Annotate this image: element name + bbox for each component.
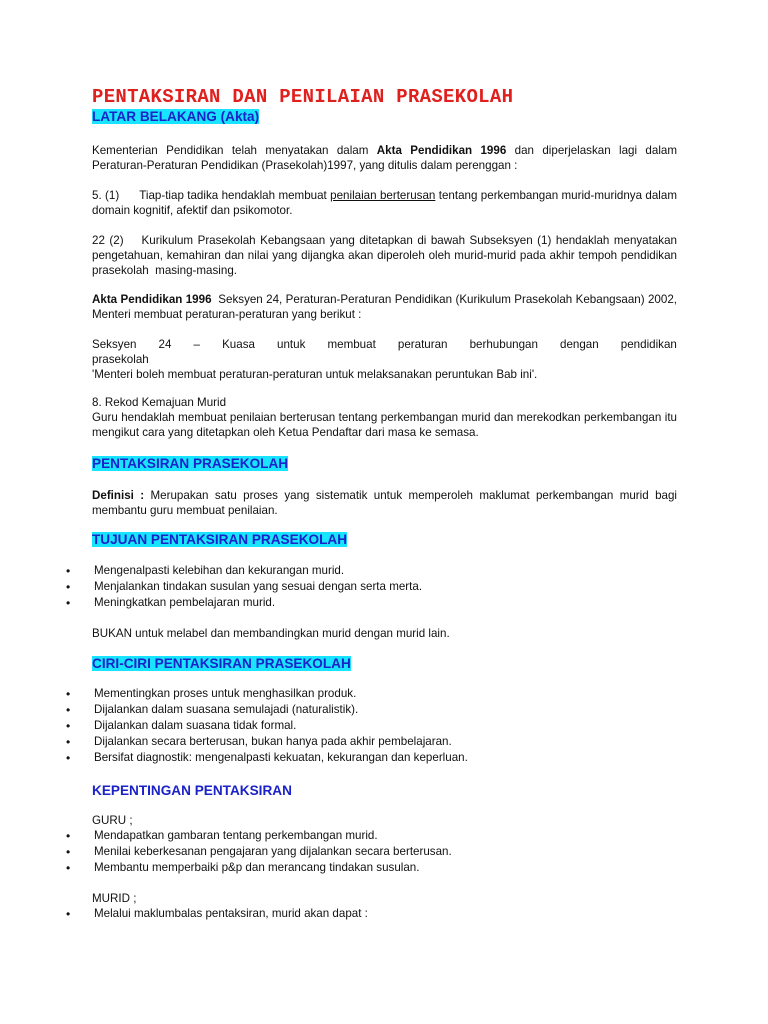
heading-pentaksiran-prasekolah (92, 455, 290, 473)
list-item-text: Dijalankan dalam suasana semulajadi (naturalistik). (94, 703, 359, 716)
list-item-text: Dijalankan secara berterusan, bukan hanya pada akhir pembelajaran. (94, 735, 452, 748)
list-item (66, 563, 686, 579)
bullet-icon: • (66, 907, 71, 921)
paragraph-22-2: 22 (2) Kurikulum Prasekolah Kebangsaan yang ditetapkan di bawah Subseksyen (1) hendaklah menyatakan pengetahuan, kemahiran dan nilai yang dijangka akan diperoleh oleh murid-murid pada akhir tempoh pendidikan prasekolah masing-masing. (92, 234, 681, 277)
text-line: Guru hendaklah membuat penilaian berterusan tentang perkembangan murid dan merekodkan perkembangan itu mengikut cara yang ditetapkan oleh Ketua Pendaftar dari masa ke semasa. (92, 411, 677, 439)
label-murid: MURID ; (92, 892, 137, 905)
paragraph-akta-intro (92, 143, 677, 173)
list-item-text: Bersifat diagnostik: mengenalpasti kekuatan, kekurangan dan keperluan. (94, 751, 468, 764)
list-item-text: Menilai keberkesanan pengajaran yang dijalankan secara berterusan. (94, 845, 452, 858)
bullet-icon: • (66, 735, 71, 749)
list-item (66, 718, 686, 734)
bullet-icon: • (66, 719, 71, 733)
heading-ciri-ciri (92, 655, 353, 673)
text-span: Kementerian Pendidikan telah menyatakan dalam (92, 144, 377, 157)
word: berhubungan (469, 338, 538, 351)
bullet-icon: • (66, 861, 71, 875)
list-item (66, 734, 686, 750)
list-item-text: Meningkatkan pembelajaran murid. (94, 596, 276, 609)
list-murid (66, 906, 686, 922)
text-span: Merupakan satu proses yang sistematik untuk memperoleh maklumat perkembangan murid bagi membantu guru membuat penilaian. (92, 489, 677, 517)
list-item (66, 579, 686, 595)
bullet-icon: • (66, 845, 71, 859)
word: pendidikan (620, 338, 677, 351)
bullet-icon: • (66, 829, 71, 843)
word: untuk (277, 338, 306, 351)
list-item (66, 906, 686, 922)
word: peraturan (397, 338, 448, 351)
paragraph-akta-seksyen (92, 292, 681, 322)
word: Seksyen (92, 338, 137, 351)
word: membuat (327, 338, 376, 351)
heading-text: TUJUAN PENTAKSIRAN PRASEKOLAH (92, 532, 348, 547)
underlined-text: penilaian berterusan (330, 189, 436, 202)
list-item-text: Dijalankan dalam suasana tidak formal. (94, 719, 297, 732)
list-item-text: Melalui maklumbalas pentaksiran, murid akan dapat : (94, 907, 368, 920)
heading-kepentingan (92, 782, 294, 800)
list-item (66, 844, 686, 860)
text-span: 5. (1) Tiap-tiap tadika hendaklah membuat (92, 189, 331, 202)
text-line: prasekolah (92, 353, 149, 366)
list-item (66, 595, 686, 611)
bullet-icon: • (66, 687, 71, 701)
bold-text: Akta Pendidikan 1996 (376, 144, 507, 157)
list-item (66, 702, 686, 718)
text-span: dan diperjelaskan lagi dalam Peraturan-Peraturan Pendidikan (Prasekolah)1997, yang ditulis dalam perenggan : (92, 144, 678, 172)
heading-tujuan (92, 531, 349, 549)
bold-text: Akta Pendidikan 1996 (92, 293, 212, 306)
list-guru (66, 828, 686, 876)
paragraph-definisi (92, 488, 677, 518)
list-item (66, 860, 686, 876)
paragraph-rekod-kemajuan (92, 395, 677, 440)
heading-text: KEPENTINGAN PENTAKSIRAN (92, 783, 292, 798)
paragraph-seksyen-24 (92, 337, 677, 382)
list-item (66, 750, 686, 766)
word: dengan (560, 338, 599, 351)
list-item-text: Mementingkan proses untuk menghasilkan produk. (94, 687, 357, 700)
text-line: 8. Rekod Kemajuan Murid (92, 396, 227, 409)
bullet-icon: • (66, 564, 71, 578)
heading-text: LATAR BELAKANG (Akta) (92, 109, 260, 124)
list-ciri-ciri (66, 686, 686, 766)
list-item (66, 686, 686, 702)
list-item-text: Mendapatkan gambaran tentang perkembangan murid. (94, 829, 378, 842)
text-span: tentang perkembangan murid-muridnya dalam domain kognitif, afektif dan psikomotor. (92, 189, 677, 217)
list-item-text: Menjalankan tindakan susulan yang sesuai dengan serta merta. (94, 580, 423, 593)
bullet-icon: • (66, 703, 71, 717)
text-span: Seksyen 24, Peraturan-Peraturan Pendidikan (Kurikulum Prasekolah Kebangsaan) 2002, Menteri membuat peraturan-peraturan yang berikut : (92, 293, 681, 321)
note-bukan: BUKAN untuk melabel dan membandingkan murid dengan murid lain. (92, 627, 450, 640)
paragraph-5-1 (92, 188, 677, 218)
word: Kuasa (222, 338, 255, 351)
heading-text: CIRI-CIRI PENTAKSIRAN PRASEKOLAH (92, 656, 351, 671)
list-item-text: Membantu memperbaiki p&p dan merancang tindakan susulan. (94, 861, 420, 874)
label-guru: GURU ; (92, 814, 133, 827)
justified-line (92, 337, 677, 352)
word: 24 (158, 338, 172, 351)
page-title: PENTAKSIRAN DAN PENILAIAN PRASEKOLAH (92, 86, 514, 108)
heading-text: PENTAKSIRAN PRASEKOLAH (92, 456, 289, 471)
list-item (66, 828, 686, 844)
list-item-text: Mengenalpasti kelebihan dan kekurangan murid. (94, 564, 345, 577)
bullet-icon: • (66, 751, 71, 765)
bullet-icon: • (66, 596, 71, 610)
list-tujuan (66, 563, 686, 611)
bold-text: Definisi : (92, 489, 145, 502)
text-line: 'Menteri boleh membuat peraturan-peraturan untuk melaksanakan peruntukan Bab ini'. (92, 368, 538, 381)
bullet-icon: • (66, 580, 71, 594)
heading-latar-belakang (92, 108, 261, 126)
word: – (193, 338, 200, 351)
